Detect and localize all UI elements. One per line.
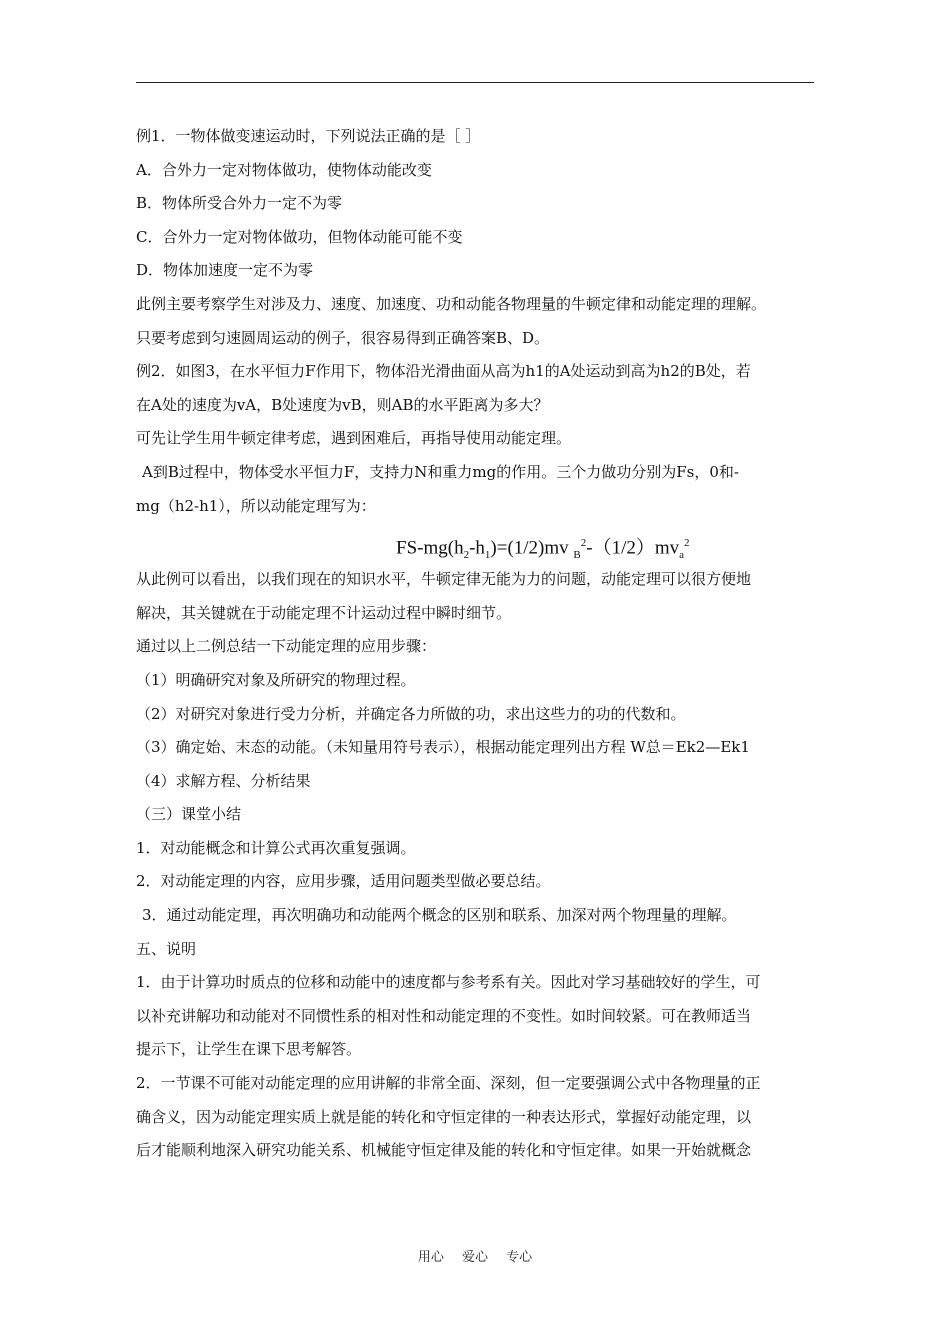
text-line: C．合外力一定对物体做功，但物体动能可能不变 <box>136 227 463 246</box>
text-line: 只要考虑到匀速圆周运动的例子，很容易得到正确答案B、D。 <box>136 328 550 347</box>
text-line: 解决，其关键就在于动能定理不计运动过程中瞬时细节。 <box>136 603 512 622</box>
text-line: 例1．一物体做变速运动时，下列说法正确的是［ ］ <box>136 127 481 145</box>
text-line: 在A处的速度为vA，B处速度为vB，则AB的水平距离为多大？ <box>136 395 549 414</box>
formula-exponent: 2 <box>580 537 587 550</box>
section-heading: （三）课堂小结 <box>136 805 242 824</box>
formula-subscript: B <box>573 549 581 562</box>
header-rule <box>136 82 814 83</box>
text-line: 提示下，让学生在课下思考解答。 <box>136 1040 362 1059</box>
text-line: 1．由于计算功时质点的位移和动能中的速度都与参考系有关。因此对学习基础较好的学生，可 <box>136 973 761 992</box>
text-line: mg（h2-h1），所以动能定理写为： <box>136 496 376 515</box>
text-line: 后才能顺利地深入研究功能关系、机械能守恒定律及能的转化和守恒定律。如果一开始就概念 <box>136 1141 752 1160</box>
text-line: （4）求解方程、分析结果 <box>136 771 311 790</box>
text-line: 通过以上二例总结一下动能定理的应用步骤： <box>136 637 437 656</box>
formula-subscript: a <box>679 549 685 562</box>
formula-part: FS-mg(h <box>396 537 464 559</box>
page-footer: 用心 爱心 专心 <box>417 1250 533 1265</box>
text-line: （3）确定始、末态的动能。（未知量用符号表示），根据动能定理列出方程 W总＝Ek2—Ek1 <box>136 738 750 757</box>
text-line: 2．对动能定理的内容，应用步骤，适用问题类型做必要总结。 <box>136 872 551 891</box>
text-line: （1）明确研究对象及所研究的物理过程。 <box>136 670 416 689</box>
formula-exponent: 2 <box>684 537 690 550</box>
text-line: 1．对动能概念和计算公式再次重复强调。 <box>136 838 416 857</box>
text-line: 此例主要考察学生对涉及力、速度、加速度、功和动能各物理量的牛顿定律和动能定理的理解。 <box>136 294 767 313</box>
kinetic-energy-formula <box>136 523 816 563</box>
section-heading: 五、说明 <box>136 939 197 958</box>
text-line: 可先让学生用牛顿定律考虑，遇到困难后，再指导使用动能定理。 <box>136 429 572 448</box>
formula-subscript: 2 <box>463 549 470 562</box>
text-line: B．物体所受合外力一定不为零 <box>136 194 343 213</box>
text-line: 3．通过动能定理，再次明确功和动能两个概念的区别和联系、加深对两个物理量的理解。 <box>142 906 737 925</box>
text-line: 从此例可以看出，以我们现在的知识水平，牛顿定律无能为力的问题，动能定理可以很方便地 <box>136 570 752 589</box>
text-line: 2．一节课不可能对动能定理的应用讲解的非常全面、深刻，但一定要强调公式中各物理量的正 <box>136 1074 761 1093</box>
text-line: A到B过程中，物体受水平恒力F，支持力N和重力mg的作用。三个力做功分别为Fs，0和- <box>142 462 739 481</box>
formula-subscript: 1 <box>484 549 491 562</box>
formula-part: -h <box>469 537 485 559</box>
text-line: 例2．如图3，在水平恒力F作用下，物体沿光滑曲面从高为h1的A处运动到高为h2的B处，若 <box>136 362 751 381</box>
text-line: （2）对研究对象进行受力分析，并确定各力所做的功，求出这些力的功的代数和。 <box>136 704 686 723</box>
document-body <box>136 120 816 1168</box>
formula-part: -（1/2）mv <box>586 537 680 559</box>
text-line: D．物体加速度一定不为零 <box>136 261 314 280</box>
text-line: A．合外力一定对物体做功，使物体动能改变 <box>136 160 432 179</box>
text-line: 以补充讲解功和动能对不同惯性系的相对性和动能定理的不变性。如时间较紧。可在教师适当 <box>136 1006 752 1025</box>
formula-part: )=(1/2)mv <box>490 537 574 559</box>
text-line: 确含义，因为动能定理实质上就是能的转化和守恒定律的一种表达形式，掌握好动能定理，以 <box>136 1107 752 1126</box>
